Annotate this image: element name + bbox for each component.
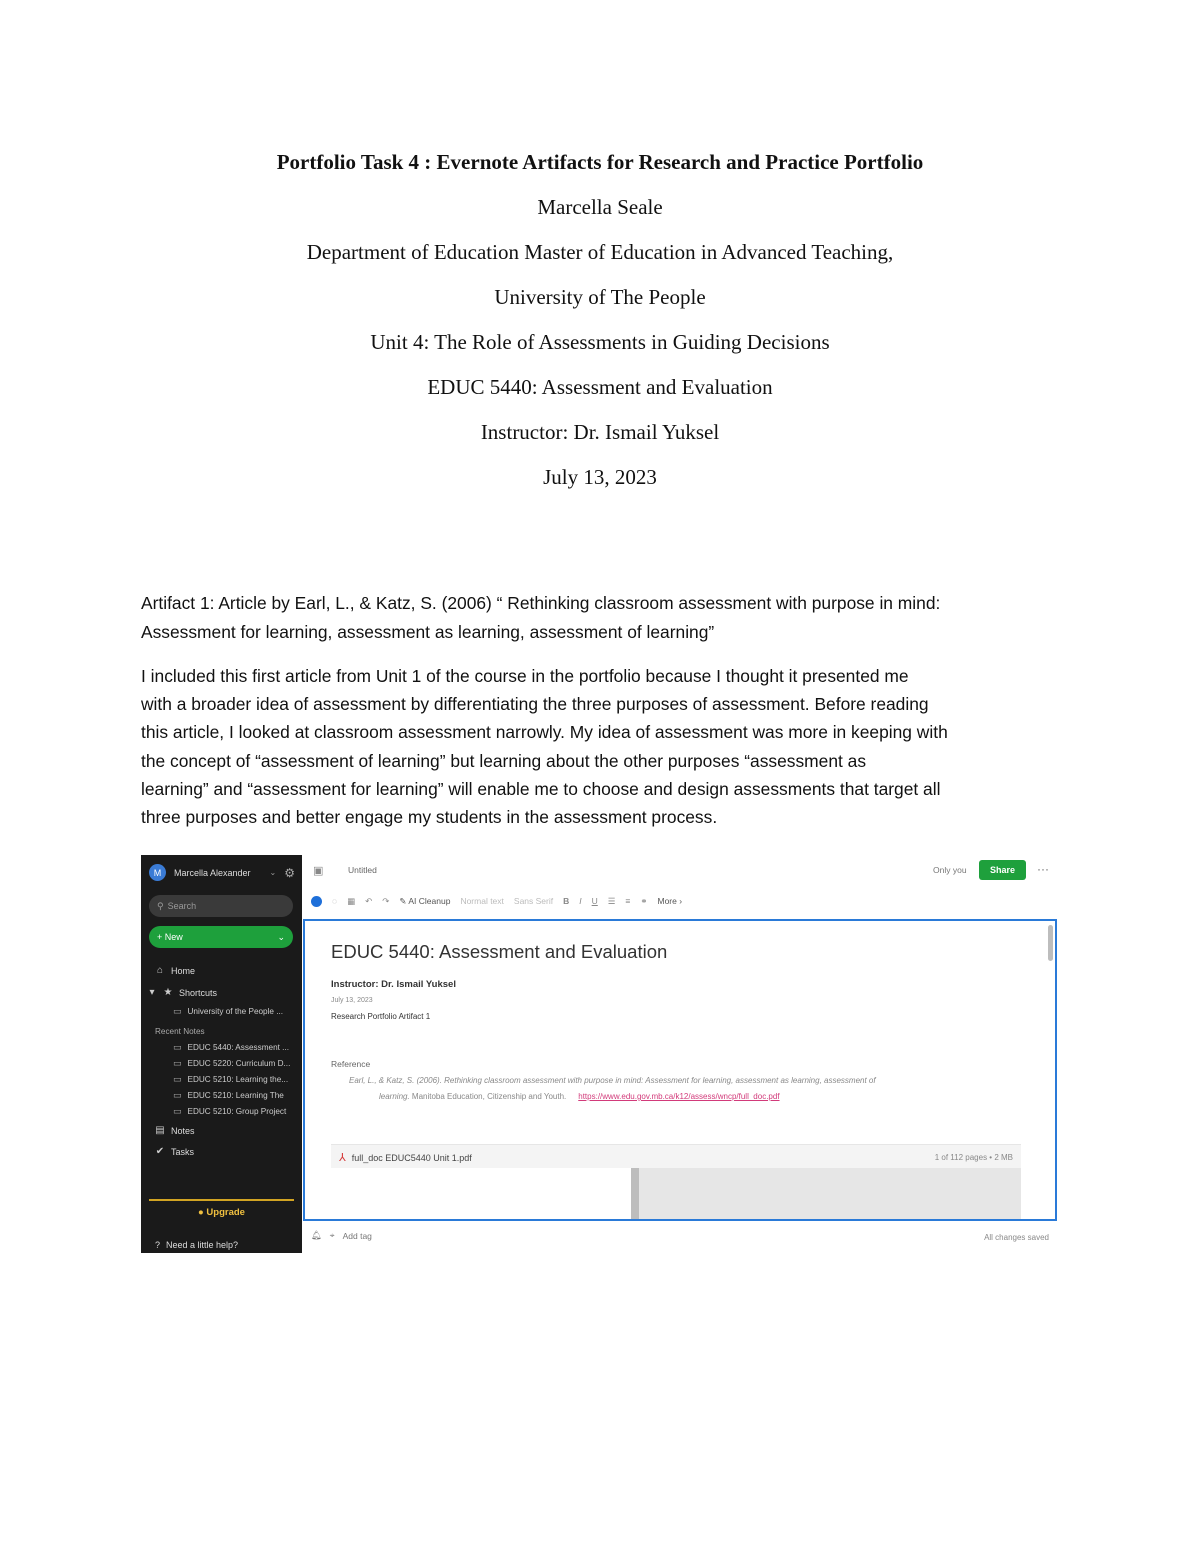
search-input[interactable]	[149, 895, 293, 917]
paragraph-line: the concept of “assessment of learning” but learning about the other purposes “assessment as	[141, 750, 867, 771]
paragraph-line: learning” and “assessment for learning” will enable me to choose and design assessments that target all	[141, 778, 941, 799]
citation-link[interactable]: https://www.edu.gov.mb.ca/k12/assess/wncp/full_doc.pdf	[578, 1092, 780, 1101]
pdf-filename: full_doc EDUC5440 Unit 1.pdf	[351, 1152, 472, 1163]
new-button[interactable]	[149, 926, 293, 948]
recent-notes-label: Recent Notes	[155, 1027, 205, 1036]
new-label: New	[164, 932, 183, 942]
bold-icon[interactable]: B	[563, 896, 570, 906]
cover-block	[0, 140, 1200, 500]
note-date: July 13, 2023	[331, 997, 373, 1004]
artifact-heading-line: Assessment for learning, assessment as learning, assessment of learning”	[141, 622, 715, 642]
share-button[interactable]: Share	[979, 860, 1026, 880]
add-tag-button[interactable]: Add tag	[342, 1230, 372, 1241]
help-link[interactable]	[155, 1240, 238, 1250]
more-button[interactable]: More ›	[657, 896, 683, 906]
citation-line: Earl, L., & Katz, S. (2006). Rethinking classroom assessment with purpose in mind: Assessment for learning, assessment as learning, assessment of	[349, 1076, 876, 1085]
calendar-icon[interactable]: ▦	[347, 895, 356, 906]
note-scrollbar[interactable]	[1048, 925, 1053, 961]
reminder-icon[interactable]: 🔔︎	[311, 1230, 322, 1240]
notes-icon: ▤	[155, 1125, 165, 1136]
course-line: EDUC 5440: Assessment and Evaluation	[427, 375, 773, 399]
recent-note-label: EDUC 5210: Learning the...	[187, 1075, 289, 1084]
caret-down-icon: ▾	[149, 987, 155, 998]
recent-note-item[interactable]	[173, 1042, 289, 1053]
citation-italic: learning.	[379, 1092, 410, 1101]
upgrade-icon: ●	[198, 1207, 204, 1218]
sidebar-item-label: Notes	[171, 1125, 195, 1136]
pdf-attachment[interactable]	[331, 1144, 1021, 1221]
note-editor[interactable]	[303, 919, 1057, 1221]
format-toolbar	[311, 891, 1051, 911]
star-icon: ★	[163, 987, 173, 998]
italic-icon[interactable]: I	[579, 896, 582, 906]
note-title[interactable]: EDUC 5440: Assessment and Evaluation	[331, 941, 668, 962]
chevron-down-icon[interactable]: ⌄	[277, 931, 285, 942]
upgrade-label: Upgrade	[206, 1207, 245, 1218]
sidebar-item-shortcuts[interactable]	[147, 987, 217, 998]
pdf-scrollbar[interactable]	[631, 1168, 639, 1221]
ai-icon: ✎	[399, 895, 407, 906]
recent-note-item[interactable]	[173, 1074, 288, 1085]
note-icon: ▭	[173, 1106, 182, 1116]
paragraph-line: three purposes and better engage my students in the assessment process.	[141, 807, 718, 828]
document-title: Portfolio Task 4 : Evernote Artifacts for Research and Practice Portfolio	[276, 150, 924, 174]
paragraph-line: with a broader idea of assessment by differentiating the three purposes of assessment. Before reading	[141, 694, 929, 715]
date-line: July 13, 2023	[543, 465, 657, 489]
gear-icon[interactable]: ⚙	[284, 865, 295, 880]
style-dropdown[interactable]: Normal text	[460, 896, 504, 906]
note-instructor: Instructor: Dr. Ismail Yuksel	[331, 979, 456, 990]
sidebar-item-notes[interactable]	[155, 1125, 195, 1136]
link-icon[interactable]: ⚭	[640, 895, 648, 906]
sidebar-item-home[interactable]	[155, 965, 195, 976]
sidebar-item-label: Home	[171, 965, 196, 976]
reference-label: Reference	[331, 1059, 371, 1069]
sidebar-item-label: Tasks	[171, 1146, 195, 1157]
recent-note-label: EDUC 5220: Curriculum D...	[187, 1059, 291, 1068]
note-icon: ▭	[173, 1074, 182, 1084]
expand-icon[interactable]: ▣	[313, 865, 324, 877]
search-placeholder: Search	[167, 901, 197, 911]
note-icon: ▭	[173, 1006, 182, 1016]
more-options-icon[interactable]: ···	[1037, 862, 1049, 876]
department-line: Department of Education Master of Education in Advanced Teaching,	[306, 240, 894, 264]
pdf-icon: ⅄	[339, 1152, 346, 1164]
author-name: Marcella Seale	[537, 195, 663, 219]
recent-note-item[interactable]	[173, 1106, 286, 1117]
ai-cleanup-label: AI Cleanup	[408, 895, 451, 906]
recent-note-item[interactable]	[173, 1090, 284, 1101]
pdf-viewer-background	[631, 1168, 1021, 1221]
avatar: M	[149, 864, 166, 881]
note-subtitle: Research Portfolio Artifact 1	[331, 1012, 431, 1021]
recent-note-label: EDUC 5440: Assessment ...	[187, 1043, 289, 1052]
evernote-screenshot	[141, 845, 1059, 1253]
help-label: Need a little help?	[166, 1240, 239, 1250]
font-dropdown[interactable]: Sans Serif	[513, 896, 554, 906]
artifact-paragraph	[141, 662, 1061, 831]
more-label: More	[657, 896, 677, 906]
instructor-line: Instructor: Dr. Ismail Yuksel	[480, 420, 720, 444]
help-icon: ?	[155, 1240, 161, 1250]
pdf-page-preview	[331, 1168, 631, 1221]
redo-icon[interactable]: ↷	[382, 895, 390, 906]
numbered-list-icon[interactable]: ≡	[625, 896, 631, 906]
undo-icon[interactable]: ↶	[365, 895, 373, 906]
recent-note-label: EDUC 5210: Learning The	[187, 1091, 284, 1100]
university-line: University of The People	[494, 285, 706, 309]
ai-cleanup-button[interactable]	[399, 896, 450, 907]
bullet-list-icon[interactable]: ☰	[607, 895, 616, 906]
check-circle-icon: ✔	[155, 1146, 165, 1157]
sidebar-item-tasks[interactable]	[155, 1146, 194, 1157]
evernote-sidebar	[141, 855, 302, 1253]
recent-note-item[interactable]	[173, 1058, 290, 1069]
underline-icon[interactable]: U	[591, 896, 598, 906]
plus-icon: +	[157, 932, 163, 942]
breadcrumb[interactable]: Untitled	[348, 865, 377, 875]
pdf-header	[339, 1151, 472, 1164]
recent-note-label: EDUC 5210: Group Project	[187, 1107, 287, 1116]
shortcut-label: University of the People ...	[187, 1007, 284, 1016]
paragraph-line: this article, I looked at classroom assessment narrowly. My idea of assessment was more in keeping with	[141, 722, 948, 743]
home-icon: ⌂	[156, 965, 164, 976]
chevron-down-icon: ⌄	[269, 868, 277, 877]
checklist-icon[interactable]: ◌	[332, 896, 338, 906]
sharing-status: Only you	[933, 865, 967, 875]
upgrade-button[interactable]	[149, 1207, 294, 1218]
note-footer	[311, 1230, 372, 1241]
citation-line-2	[379, 1092, 780, 1101]
citation-rest: Manitoba Education, Citizenship and Youth.	[409, 1092, 567, 1101]
shortcut-item[interactable]	[173, 1006, 283, 1017]
note-icon: ▭	[173, 1090, 182, 1100]
search-icon: ⚲	[157, 900, 164, 911]
user-name: Marcella Alexander	[174, 867, 251, 878]
tag-icon[interactable]: ⌖	[329, 1230, 335, 1240]
sidebar-item-label: Shortcuts	[179, 987, 218, 998]
artifact-heading	[141, 589, 1061, 647]
unit-line: Unit 4: The Role of Assessments in Guiding Decisions	[370, 330, 830, 354]
note-icon: ▭	[173, 1042, 182, 1052]
pdf-meta: 1 of 112 pages • 2 MB	[934, 1153, 1013, 1162]
artifact-heading-line: Artifact 1: Article by Earl, L., & Katz, S. (2006) “ Rethinking classroom assessment with purpose in mind:	[141, 593, 941, 613]
note-icon: ▭	[173, 1058, 182, 1068]
save-status: All changes saved	[984, 1233, 1049, 1242]
paragraph-line: I included this first article from Unit 1 of the course in the portfolio because I thought it presented me	[141, 666, 909, 686]
upgrade-divider	[149, 1199, 294, 1201]
insert-icon[interactable]	[311, 896, 322, 907]
account-switcher[interactable]	[149, 864, 295, 881]
